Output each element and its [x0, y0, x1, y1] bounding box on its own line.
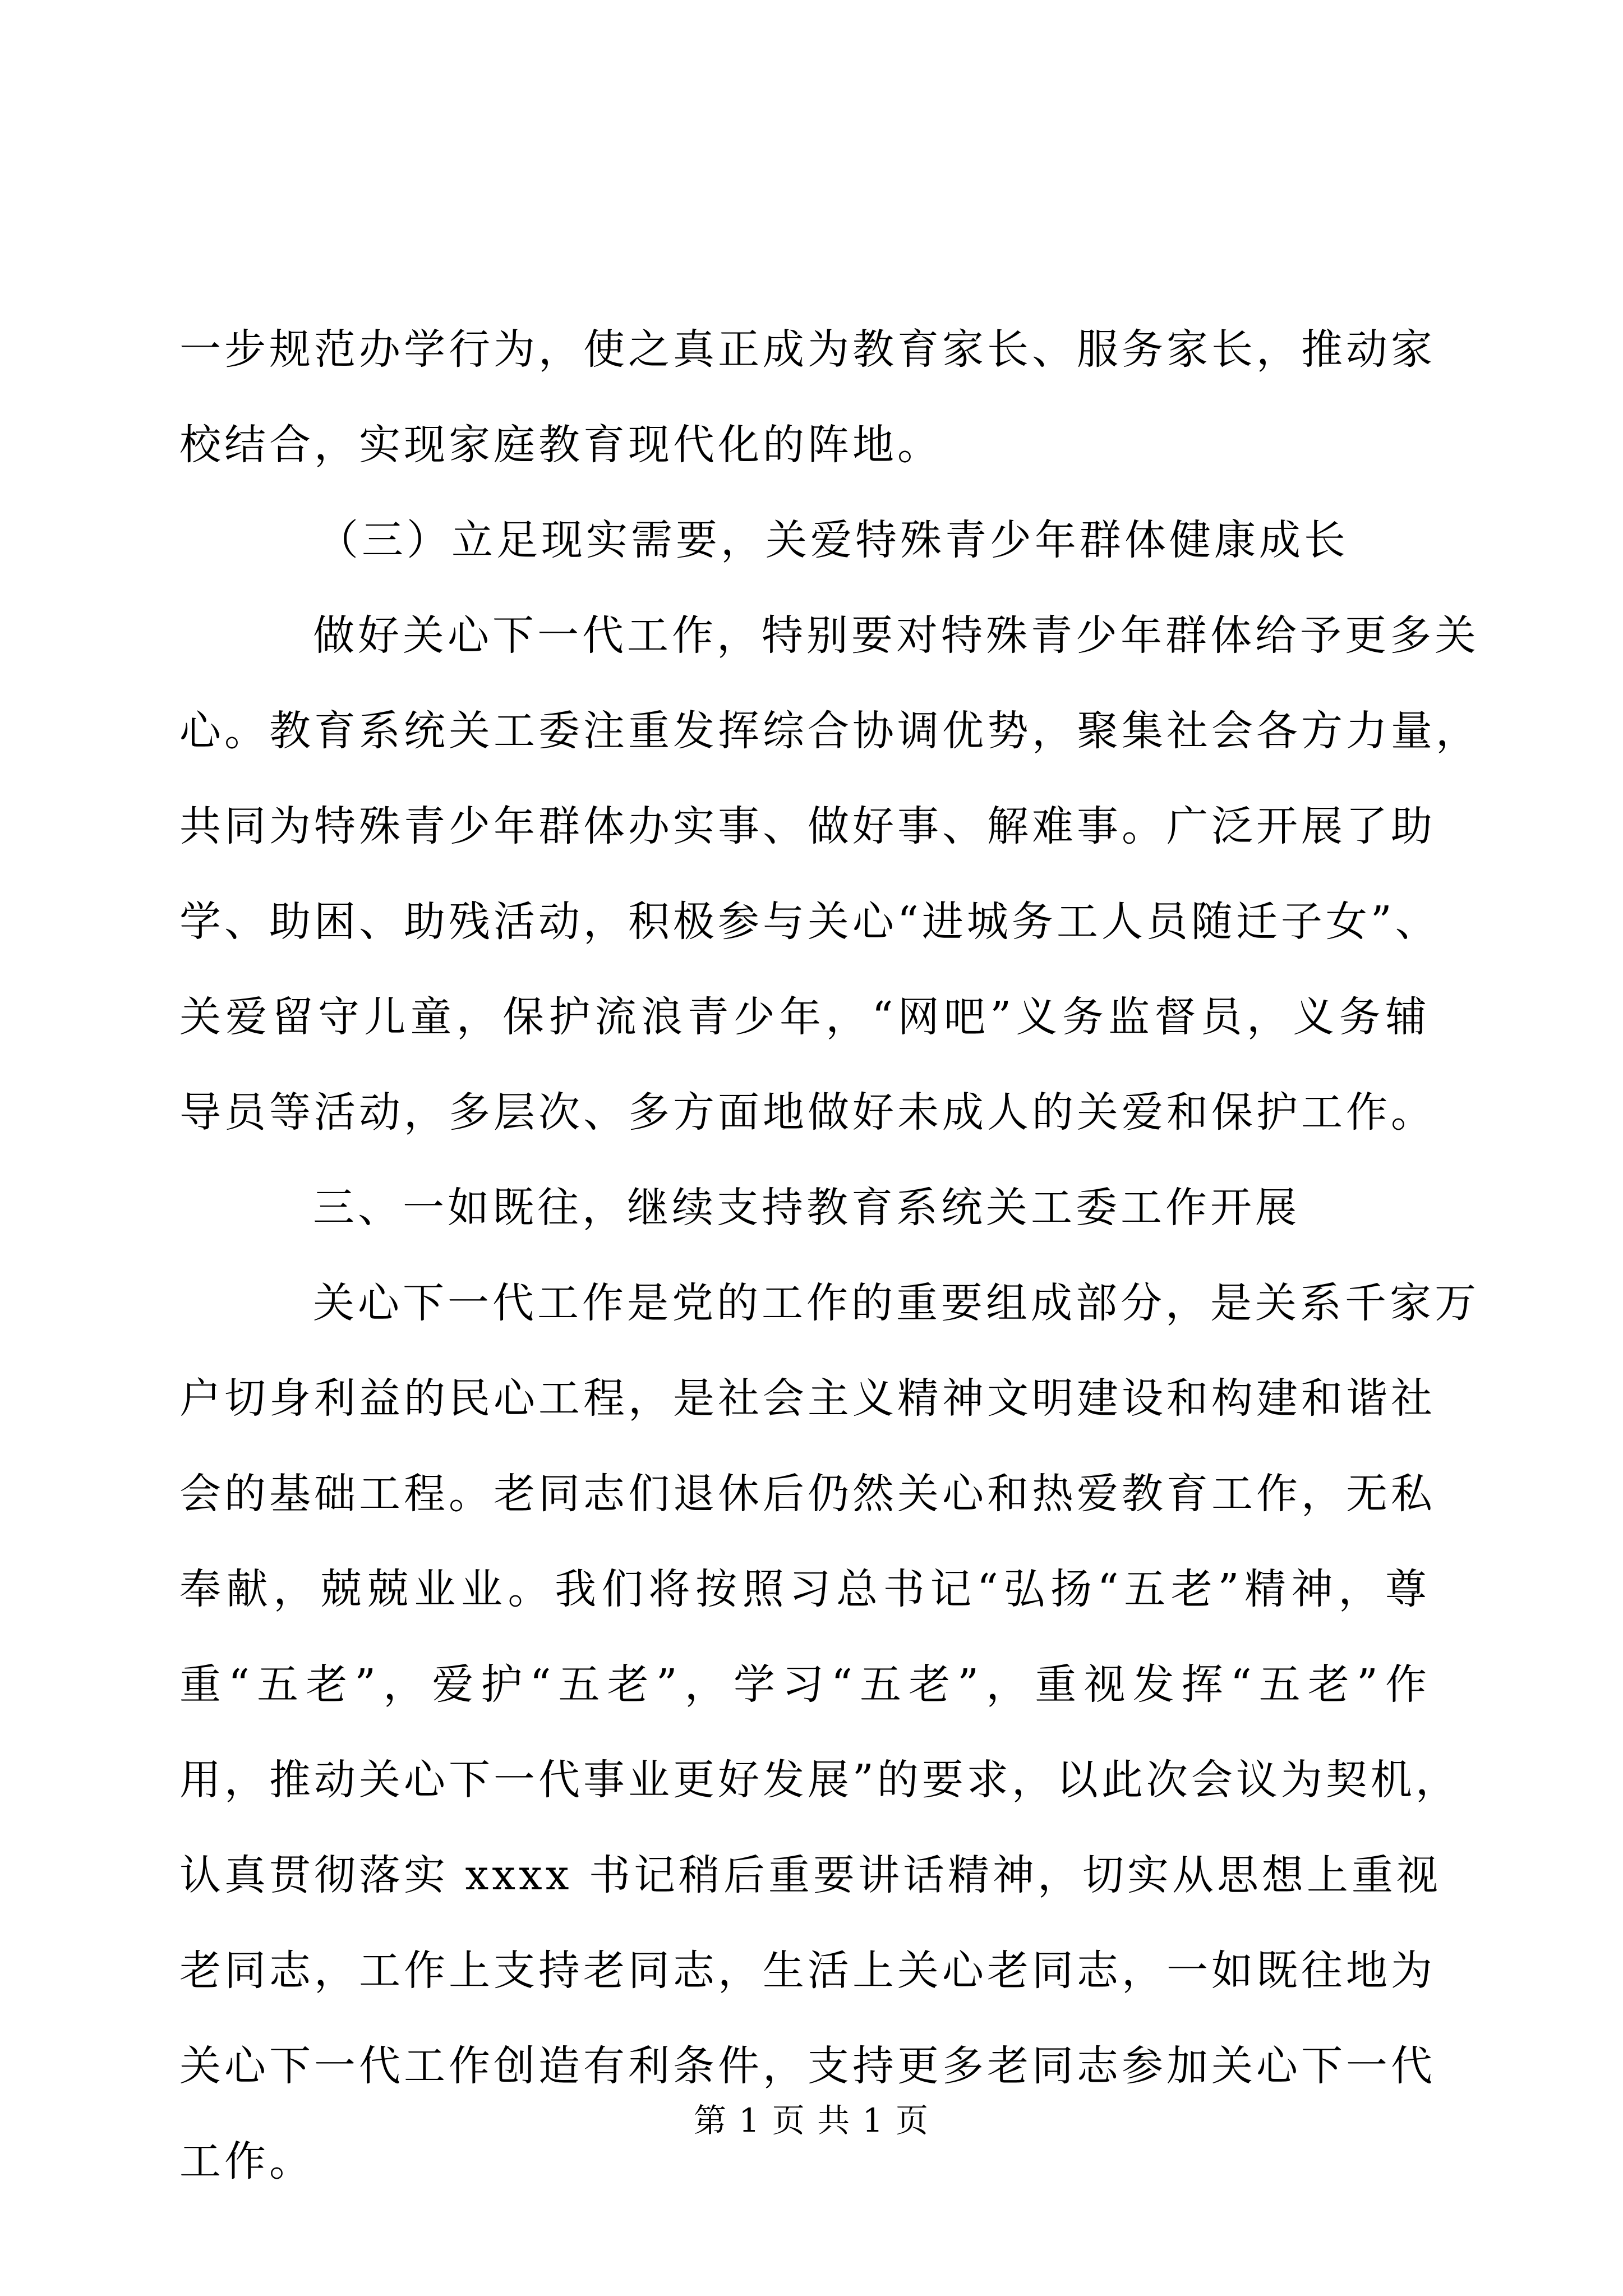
- section-heading-three: 三、一如既往，继续支持教育系统关工委工作开展: [313, 1184, 1300, 1232]
- document-body: [179, 302, 1481, 2209]
- page-footer: 第 1 页 共 1 页: [694, 2101, 929, 2139]
- text-line-1: 一步规范办学行为，使之真正成为教育家长、服务家长，推动家: [179, 325, 1436, 374]
- text-line-2: 校结合，实现家庭教育现代化的阵地。: [179, 421, 942, 469]
- text-line-19: 关心下一代工作创造有利条件，支持更多老同志参加关心下一代: [179, 2042, 1436, 2090]
- text-line-6: 共同为特殊青少年群体办实事、做好事、解难事。广泛开展了助: [179, 802, 1436, 850]
- text-line-14: 奉献，兢兢业业。我们将按照习总书记“弘扬“五老”精神，尊: [179, 1565, 1430, 1613]
- section-heading-3: （三）立足现实需要，关爱特殊青少年群体健康成长: [317, 516, 1349, 564]
- text-line-12: 户切身利益的民心工程，是社会主义精神文明建设和构建和谐社: [179, 1374, 1436, 1423]
- text-line-18: 老同志，工作上支持老同志，生活上关心老同志，一如既往地为: [179, 1947, 1436, 1995]
- text-line-20: 工作。: [179, 2137, 314, 2185]
- paragraph-start-line: 做好关心下一代工作，特别要对特殊青少年群体给予更多关: [313, 611, 1479, 660]
- paragraph-start-line-2: 关心下一代工作是党的工作的重要组成部分，是关系千家万: [313, 1279, 1479, 1327]
- text-line-8: 关爱留守儿童，保护流浪青少年，“网吧”义务监督员，义务辅: [179, 993, 1430, 1041]
- text-line-16: 用，推动关心下一代事业更好发展”的要求，以此次会议为契机，: [179, 1756, 1460, 1804]
- text-line-9: 导员等活动，多层次、多方面地做好未成人的关爱和保护工作。: [179, 1088, 1436, 1137]
- text-line-5: 心。教育系统关工委注重发挥综合协调优势，聚集社会各方力量，: [179, 707, 1481, 755]
- text-line-15: 重“五老”，爱护“五老”，学习“五老”，重视发挥“五老”作: [179, 1660, 1430, 1709]
- text-line-17: 认真贯彻落实 xxxx 书记稍后重要讲话精神，切实从思想上重视: [179, 1851, 1441, 1899]
- text-line-13: 会的基础工程。老同志们退休后仍然关心和热爱教育工作，无私: [179, 1470, 1436, 1518]
- text-line-7: 学、助困、助残活动，积极参与关心“进城务工人员随迁子女”、: [179, 898, 1440, 946]
